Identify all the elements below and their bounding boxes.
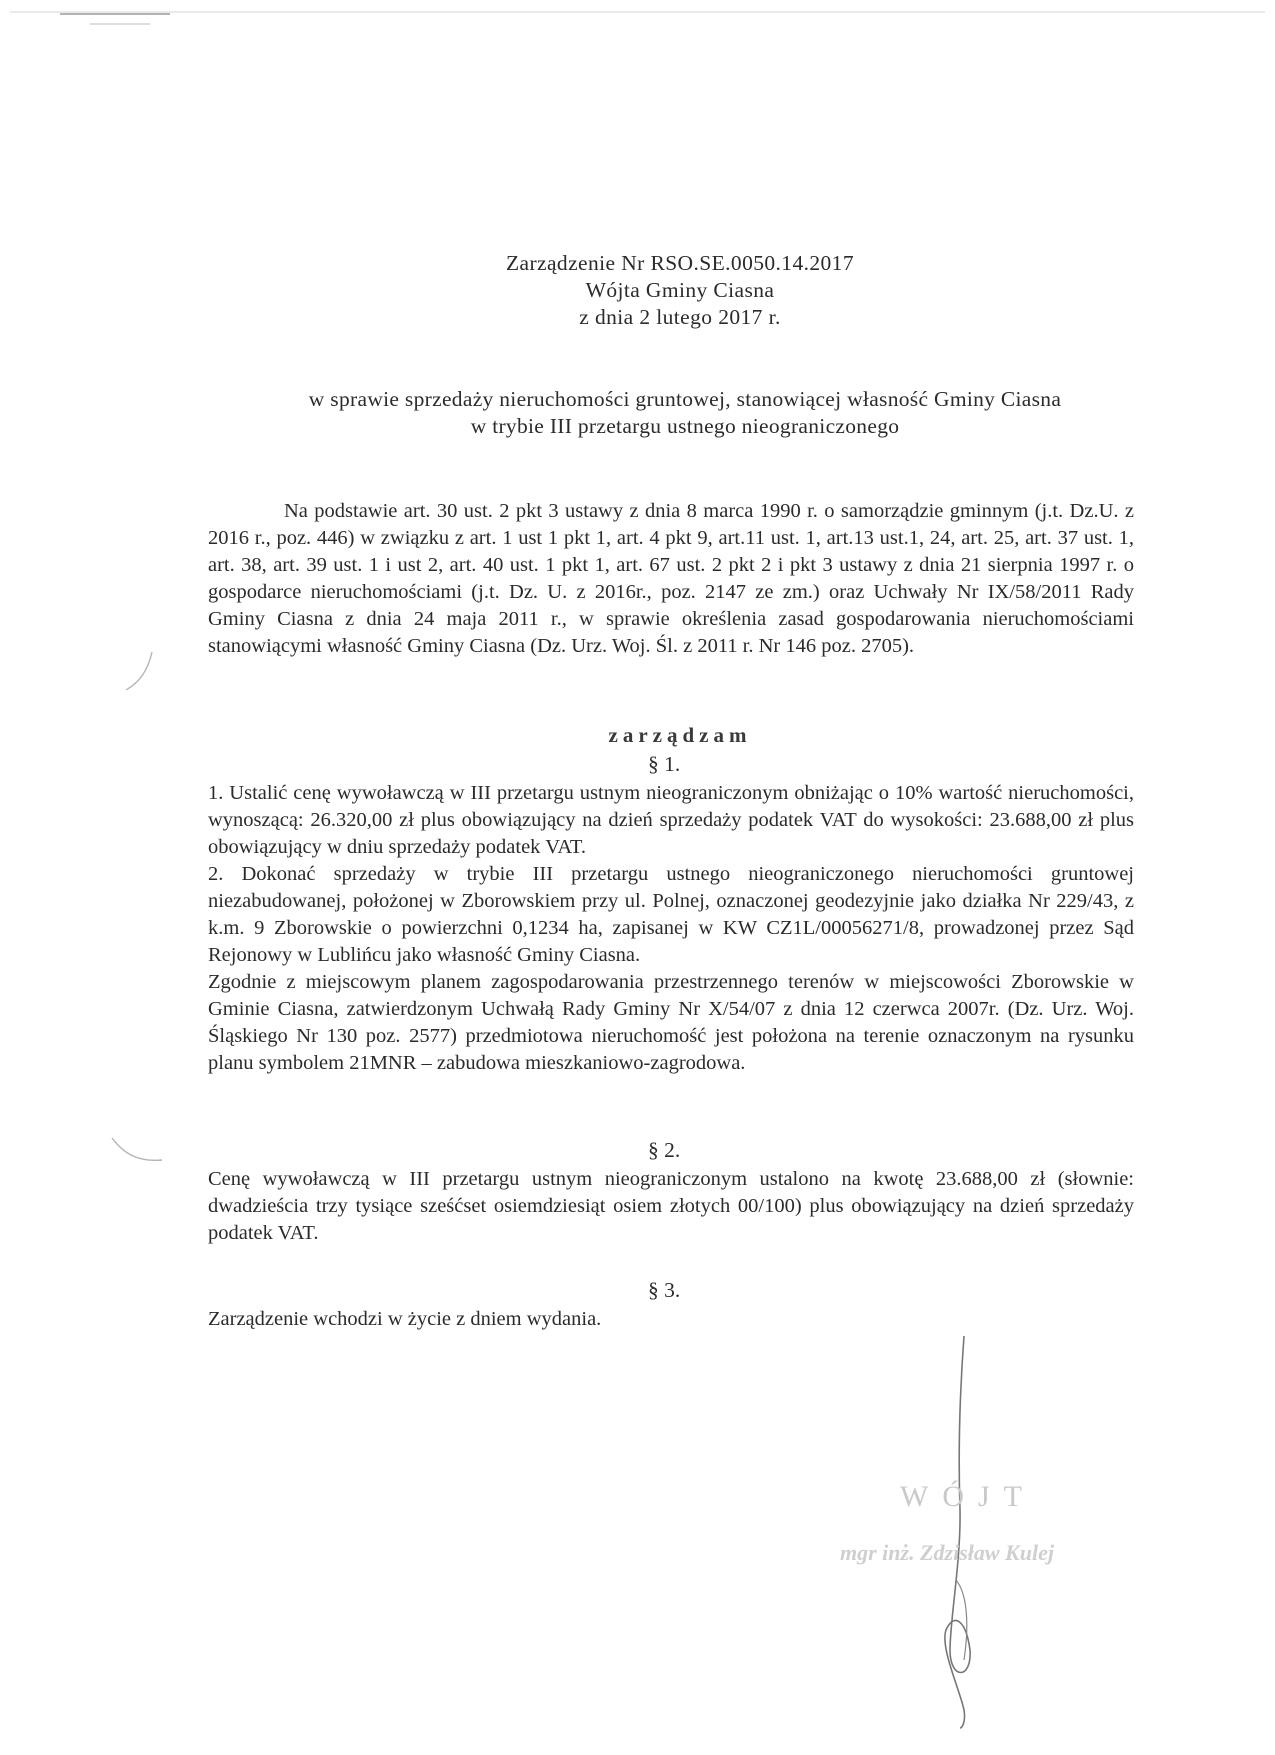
issuer: Wójta Gminy Ciasna — [585, 278, 775, 302]
official-stamp — [840, 1480, 1140, 1590]
stamp-title: WÓJT — [900, 1480, 1036, 1513]
legal-basis-text: Na podstawie art. 30 ust. 2 pkt 3 ustawy z dnia 8 marca 1990 r. o samorządzie gminnym (j.t. Dz.U. z 2016 r., poz. 446) w związku z art. 1 ust 1 pkt 1, art. 4 pkt 9, art.11 ust. 1, art.13 ust.1, 24, art. 25, art. 37 ust. 1, art. 38, art. 39 ust. 1 i ust 2, art. 40 ust. 1 pkt 1, art. 67 ust. 2 pkt 2 i pkt 3 ustawy z dnia 21 sierpnia 1997 r. o gospodarce nieruchomościami (j.t. Dz. U. z 2016r., poz. 2147 ze zm.) oraz Uchwały Nr IX/58/2011 Rady Gminy Ciasna z dnia 24 maja 2011 r., w sprawie określenia zasad gospodarowania nieruchomościami stanowiącymi własność Gminy Ciasna (Dz. Urz. Woj. Śl. z 2011 r. Nr 146 poz. 2705). — [208, 500, 1134, 657]
section-3-body — [208, 1306, 1134, 1333]
section-1-point-2: 2. Dokonać sprzedaży w trybie III przetargu ustnego nieograniczonego nieruchomości gruntowej niezabudowanej, położonej w Zborowskiem przy ul. Polnej, oznaczonej geodezyjnie jako działka Nr 229/43, z k.m. 9 Zborowskie o powierzchni 0,1234 ha, zapisanej w KW CZ1L/00056271/8, prowadzonej przez Sąd Rejonowy w Lublińcu jako własność Gminy Ciasna. — [208, 863, 1134, 966]
punch-hole-mark-2 — [108, 1130, 168, 1170]
punch-hole-mark-1 — [118, 640, 158, 700]
decree-date: z dnia 2 lutego 2017 r. — [579, 305, 781, 329]
subject-line-2: w trybie III przetargu ustnego nieograniczonego — [470, 414, 900, 438]
legal-basis — [208, 498, 1134, 660]
section-1-point-3: Zgodnie z miejscowym planem zagospodarowania przestrzennego terenów w miejscowości Zborowskie w Gminie Ciasna, zatwierdzonym Uchwałą Rady Gminy Nr X/54/07 z dnia 12 czerwca 2007r. (Dz. Urz. Woj. Śląskiego Nr 130 poz. 2577) przedmiotowa nieruchomość jest położona na terenie oznaczonym na rysunku planu symbolem 21MNR – zabudowa mieszkaniowo-zagrodowa. — [208, 971, 1134, 1074]
decree-subject — [200, 386, 1170, 440]
subject-line-1: w sprawie sprzedaży nieruchomości gruntowej, stanowiącej własność Gminy Ciasna — [308, 387, 1062, 411]
section-1-body — [208, 780, 1134, 1077]
scan-edge-lines — [0, 0, 1275, 40]
section-1-heading: § 1. — [648, 752, 681, 776]
section-2-body — [208, 1166, 1134, 1247]
decree-word: zarządzam — [608, 723, 752, 747]
section-2-heading: § 2. — [648, 1138, 681, 1162]
section-3-text: Zarządzenie wchodzi w życie z dniem wydania. — [208, 1308, 602, 1330]
section-2-text: Cenę wywoławczą w III przetargu ustnym nieograniczonym ustalono na kwotę 23.688,00 zł (słownie: dwadzieścia trzy tysiące sześćset osiemdziesiąt osiem złotych 00/100) plus obowiązujący na dzień sprzedaży podatek VAT. — [208, 1168, 1134, 1244]
section-3-heading: § 3. — [648, 1278, 681, 1302]
decree-number: Zarządzenie Nr RSO.SE.0050.14.2017 — [506, 251, 854, 275]
section-1-point-1: 1. Ustalić cenę wywoławczą w III przetargu ustnym nieograniczonym obniżając o 10% wartość nieruchomości, wynoszącą: 26.320,00 zł plus obowiązujący na dzień sprzedaży podatek VAT do wysokości: 23.688,00 zł plus obowiązujący w dniu sprzedaży podatek VAT. — [208, 782, 1134, 858]
document-header — [300, 250, 1060, 331]
stamp-name: mgr inż. Zdzisław Kulej — [840, 1540, 1054, 1565]
